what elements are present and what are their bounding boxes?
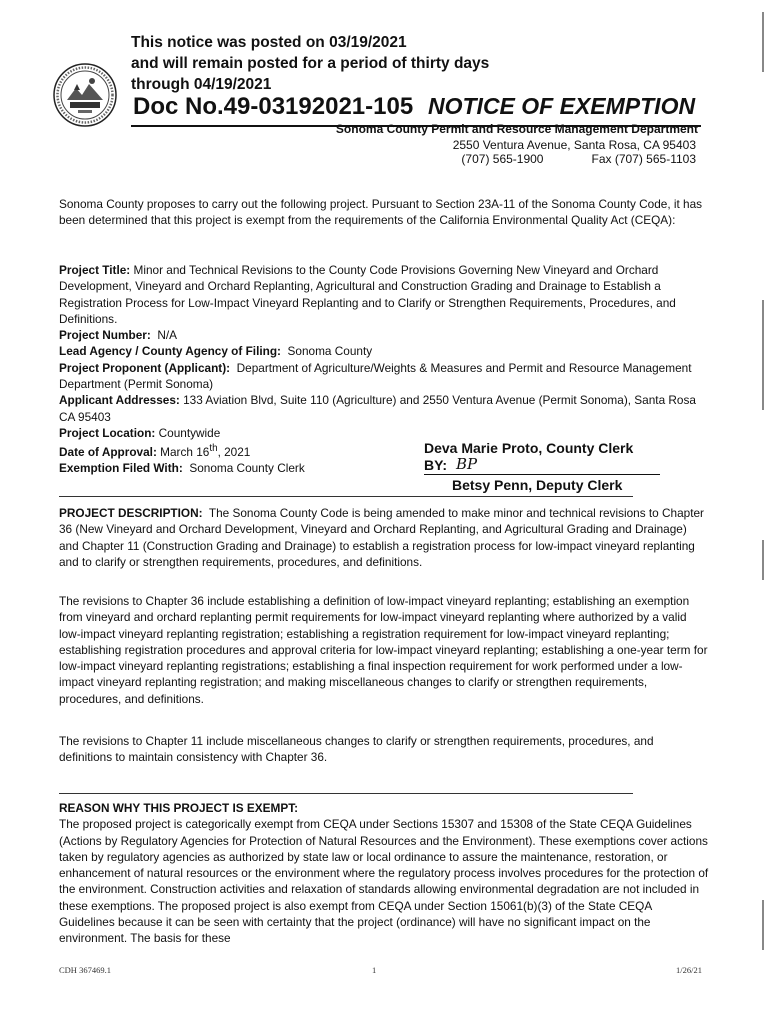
lead-agency-value: Sonoma County (287, 344, 373, 359)
location-field (59, 425, 709, 441)
department-address: 2550 Ventura Avenue, Santa Rosa, CA 95403 (452, 138, 696, 152)
field-label: Lead Agency / County Agency of Filing: (59, 344, 281, 359)
reason-label: REASON WHY THIS PROJECT IS EXEMPT: (59, 801, 299, 815)
filed-with-value: Sonoma County Clerk (189, 461, 305, 476)
scan-edge-mark (762, 900, 764, 950)
proponent-value: Department of Agriculture/Weights & Measures and Permit and Resource Management Department (Permit Sonoma) (59, 360, 692, 392)
deputy-clerk-name: Betsy Penn, Deputy Clerk (452, 477, 623, 493)
field-label: Exemption Filed With: (59, 461, 183, 476)
description-label: PROJECT DESCRIPTION: (59, 506, 203, 520)
project-title-value: Minor and Technical Revisions to the County Code Provisions Governing New Vineyard and Orchard Development, Vineyard and Orchard Replanting, Agricultural and Construction Grading and Drainage to Establish a Registration Process for Low-Impact Vineyard Replanting and to Clarify or Strengthen Requirements, Procedures, and Definitions. (59, 263, 676, 326)
notice-title: NOTICE OF EXEMPTION (428, 93, 696, 119)
description-paragraph-1 (59, 505, 709, 570)
signature-line (424, 457, 664, 475)
footer-page-number: 1 (372, 965, 377, 975)
field-label: Project Number: (59, 328, 151, 343)
lead-agency-field (59, 343, 709, 359)
proponent-field (59, 360, 709, 393)
section-divider (59, 496, 633, 497)
field-label: Project Location: (59, 425, 156, 440)
field-label: Project Title: (59, 263, 131, 277)
posting-notice (131, 32, 489, 95)
posting-line-2: and will remain posted for a period of thirty days (131, 55, 490, 72)
approval-ordinal: th (209, 443, 218, 455)
department-name: Sonoma County Permit and Resource Management Department (335, 122, 698, 136)
footer-doc-id: CDH 367469.1 (59, 965, 111, 975)
approval-year: , 2021 (217, 445, 251, 460)
signature-rule (424, 474, 660, 475)
contact-numbers (453, 152, 696, 166)
county-seal-icon (52, 62, 118, 128)
posting-line-1: This notice was posted on 03/19/2021 (131, 34, 407, 51)
description-text: The Sonoma County Code is being amended to make minor and technical revisions to Chapter 36 (New Vineyard and Orchard Development, Vineyard and Orchard Replanting, and Agricultural Grading and Drainage) and Chapter 11 (Construction Grading and Drainage) to establish a registration process for low-impact vineyard replanting and to clarify or strengthen requirements, procedures, and definitions. (59, 506, 704, 569)
intro-paragraph: Sonoma County proposes to carry out the following project. Pursuant to Section 23A-11 of the Sonoma County Code, it has been determined that this project is exempt from the requirements of the California Environmental Quality Act (CEQA): (59, 197, 703, 228)
doc-number: Doc No.49-03192021-105 (133, 93, 414, 120)
location-value: Countywide (158, 425, 221, 440)
description-paragraph-2: The revisions to Chapter 36 include establishing a definition of low-impact vineyard replanting; establishing an exemption from vineyard and orchard replanting permit requirements for low-impact vineyard replanting where authorized by a valid low-impact vineyard replanting registration; establishing a registration requirement for low-impact vineyard replanting; establishing registration procedures and approval criteria for low-impact vineyard replanting; establishing a one-year term for low-impact vineyard replanting registrations; establishing a final inspection requirement for work performed under a low-impact vineyard replanting registration; and making miscellaneous changes to clarify or strengthen requirements, procedures, and definitions. (59, 594, 708, 706)
phone-number: (707) 565-1900 (461, 152, 544, 166)
field-label: Date of Approval: (59, 445, 157, 460)
addresses-value: 133 Aviation Blvd, Suite 110 (Agriculture) and 2550 Ventura Avenue (Permit Sonoma), Santa Rosa CA 95403 (59, 393, 696, 424)
project-number-field (59, 327, 709, 343)
addresses-field (59, 392, 709, 425)
footer-date: 1/26/21 (676, 965, 702, 975)
handwritten-signature: BP (456, 455, 478, 473)
posting-line-3: through 04/19/2021 (131, 76, 272, 93)
scan-edge-mark (762, 540, 764, 580)
department-contact (453, 138, 696, 166)
clerk-stamp (424, 440, 664, 493)
section-divider (59, 793, 633, 794)
project-description (59, 505, 709, 570)
description-paragraph-3: The revisions to Chapter 11 include miscellaneous changes to clarify or strengthen requirements, procedures, and definitions to maintain consistency with Chapter 36. (59, 734, 654, 765)
field-label: Applicant Addresses: (59, 393, 180, 408)
county-clerk-name: Deva Marie Proto, County Clerk (424, 440, 634, 456)
project-title-field (59, 262, 709, 327)
field-label: Project Proponent (Applicant): (59, 360, 231, 375)
scan-edge-mark (762, 12, 764, 72)
scan-edge-mark (762, 300, 764, 410)
approval-day: March 16 (160, 445, 210, 460)
reason-text: The proposed project is categorically exempt from CEQA under Sections 15307 and 15308 of the State CEQA Guidelines (Actions by Regulatory Agencies for Protection of Natural Resources and the Environment). These exemptions cover actions taken by regulatory agencies as authorized by state law or local ordinance to assure the maintenance, restoration, or enhancement of natural resources or the environment where the regulatory process involves procedures for the protection of the environment. Construction activities and relaxation of standards allowing environmental degradation are not included in these exemptions. The proposed project is also exempt from CEQA under Section 15061(b)(3) of the State CEQA Guidelines because it can be seen with certainty that the project (ordinance) will have no significant impact on the environment. The basis for these (59, 817, 709, 946)
by-label: BY: (424, 457, 448, 473)
exemption-reason (59, 800, 709, 947)
fax-number: Fax (707) 565-1103 (591, 152, 696, 166)
project-number-value: N/A (157, 328, 178, 343)
